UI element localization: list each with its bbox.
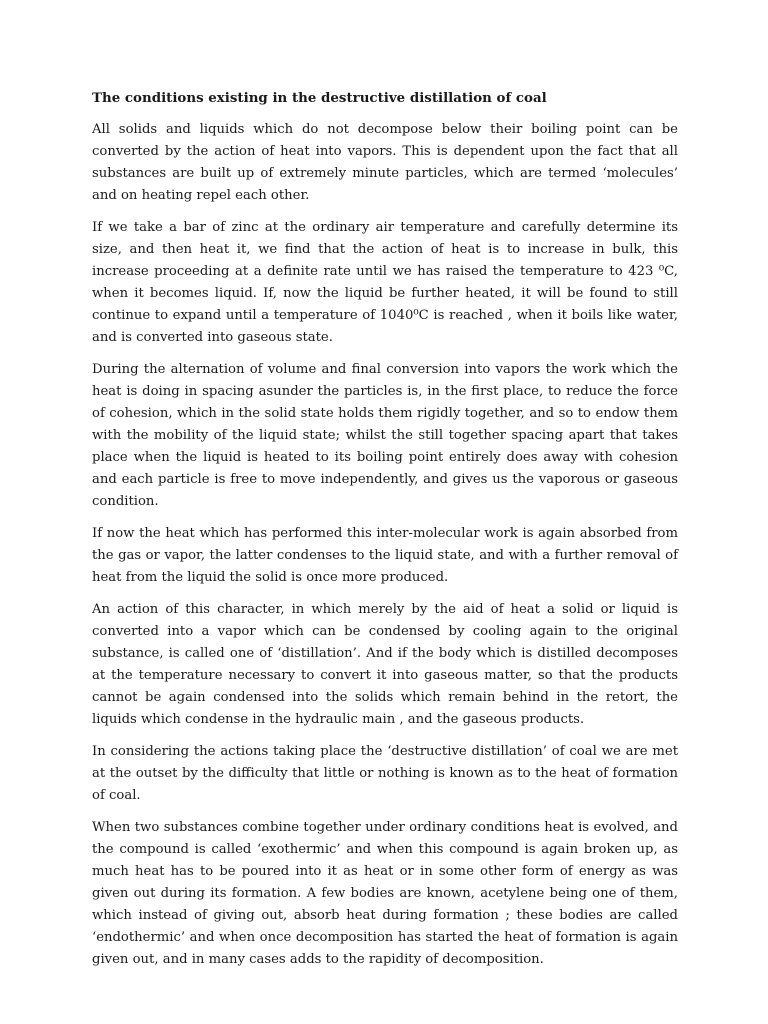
paragraph: When two substances combine together under ordinary conditions heat is evolved, and the compound is called ‘exothermic’ and when this compound is again broken up, as much heat has to be poured into it as heat or in some other form of energy as was given out during its formation. A few bodies are known, acetylene being one of them, which instead of giving out, absorb heat during formation ; these bodies are called ‘endothermic’ and when once decomposition has started the heat of formation is again given out, and in many cases adds to the rapidity of decomposition. xyxy=(92,820,678,967)
document-page xyxy=(92,87,678,981)
paragraph: An action of this character, in which merely by the aid of heat a solid or liquid is converted into a vapor which can be condensed by cooling again to the original substance, is called one of ‘distillation’. And if the body which is distilled decomposes at the temperature necessary to convert it into gaseous matter, so that the products cannot be again condensed into the solids which remain behind in the retort, the liquids which condense in the hydraulic main , and the gaseous products. xyxy=(92,602,678,727)
paragraph: All solids and liquids which do not decompose below their boiling point can be converted by the action of heat into vapors. This is dependent upon the fact that all substances are built up of extremely minute particles, which are termed ‘molecules’ and on heating repel each other. xyxy=(92,122,678,203)
paragraph: If we take a bar of zinc at the ordinary air temperature and carefully determine its size, and then heat it, we find that the action of heat is to increase in bulk, this increase proceeding at a definite rate until we has raised the temperature to 423 ⁰C, when it becomes liquid. If, now the liquid be further heated, it will be found to still continue to expand until a temperature of 1040⁰C is reached , when it boils like water, and is converted into gaseous state. xyxy=(92,220,678,345)
paragraph: In considering the actions taking place the ‘destructive distillation’ of coal we are met at the outset by the difficulty that little or nothing is known as to the heat of formation of coal. xyxy=(92,744,678,803)
document-title: The conditions existing in the destructive distillation of coal xyxy=(92,90,547,106)
paragraph: If now the heat which has performed this inter-molecular work is again absorbed from the gas or vapor, the latter condenses to the liquid state, and with a further removal of heat from the liquid the solid is once more produced. xyxy=(92,526,678,585)
paragraph: During the alternation of volume and final conversion into vapors the work which the heat is doing in spacing asunder the particles is, in the first place, to reduce the force of cohesion, which in the solid state holds them rigidly together, and so to endow them with the mobility of the liquid state; whilst the still together spacing apart that takes place when the liquid is heated to its boiling point entirely does away with cohesion and each particle is free to move independently, and gives us the vaporous or gaseous condition. xyxy=(92,362,678,509)
